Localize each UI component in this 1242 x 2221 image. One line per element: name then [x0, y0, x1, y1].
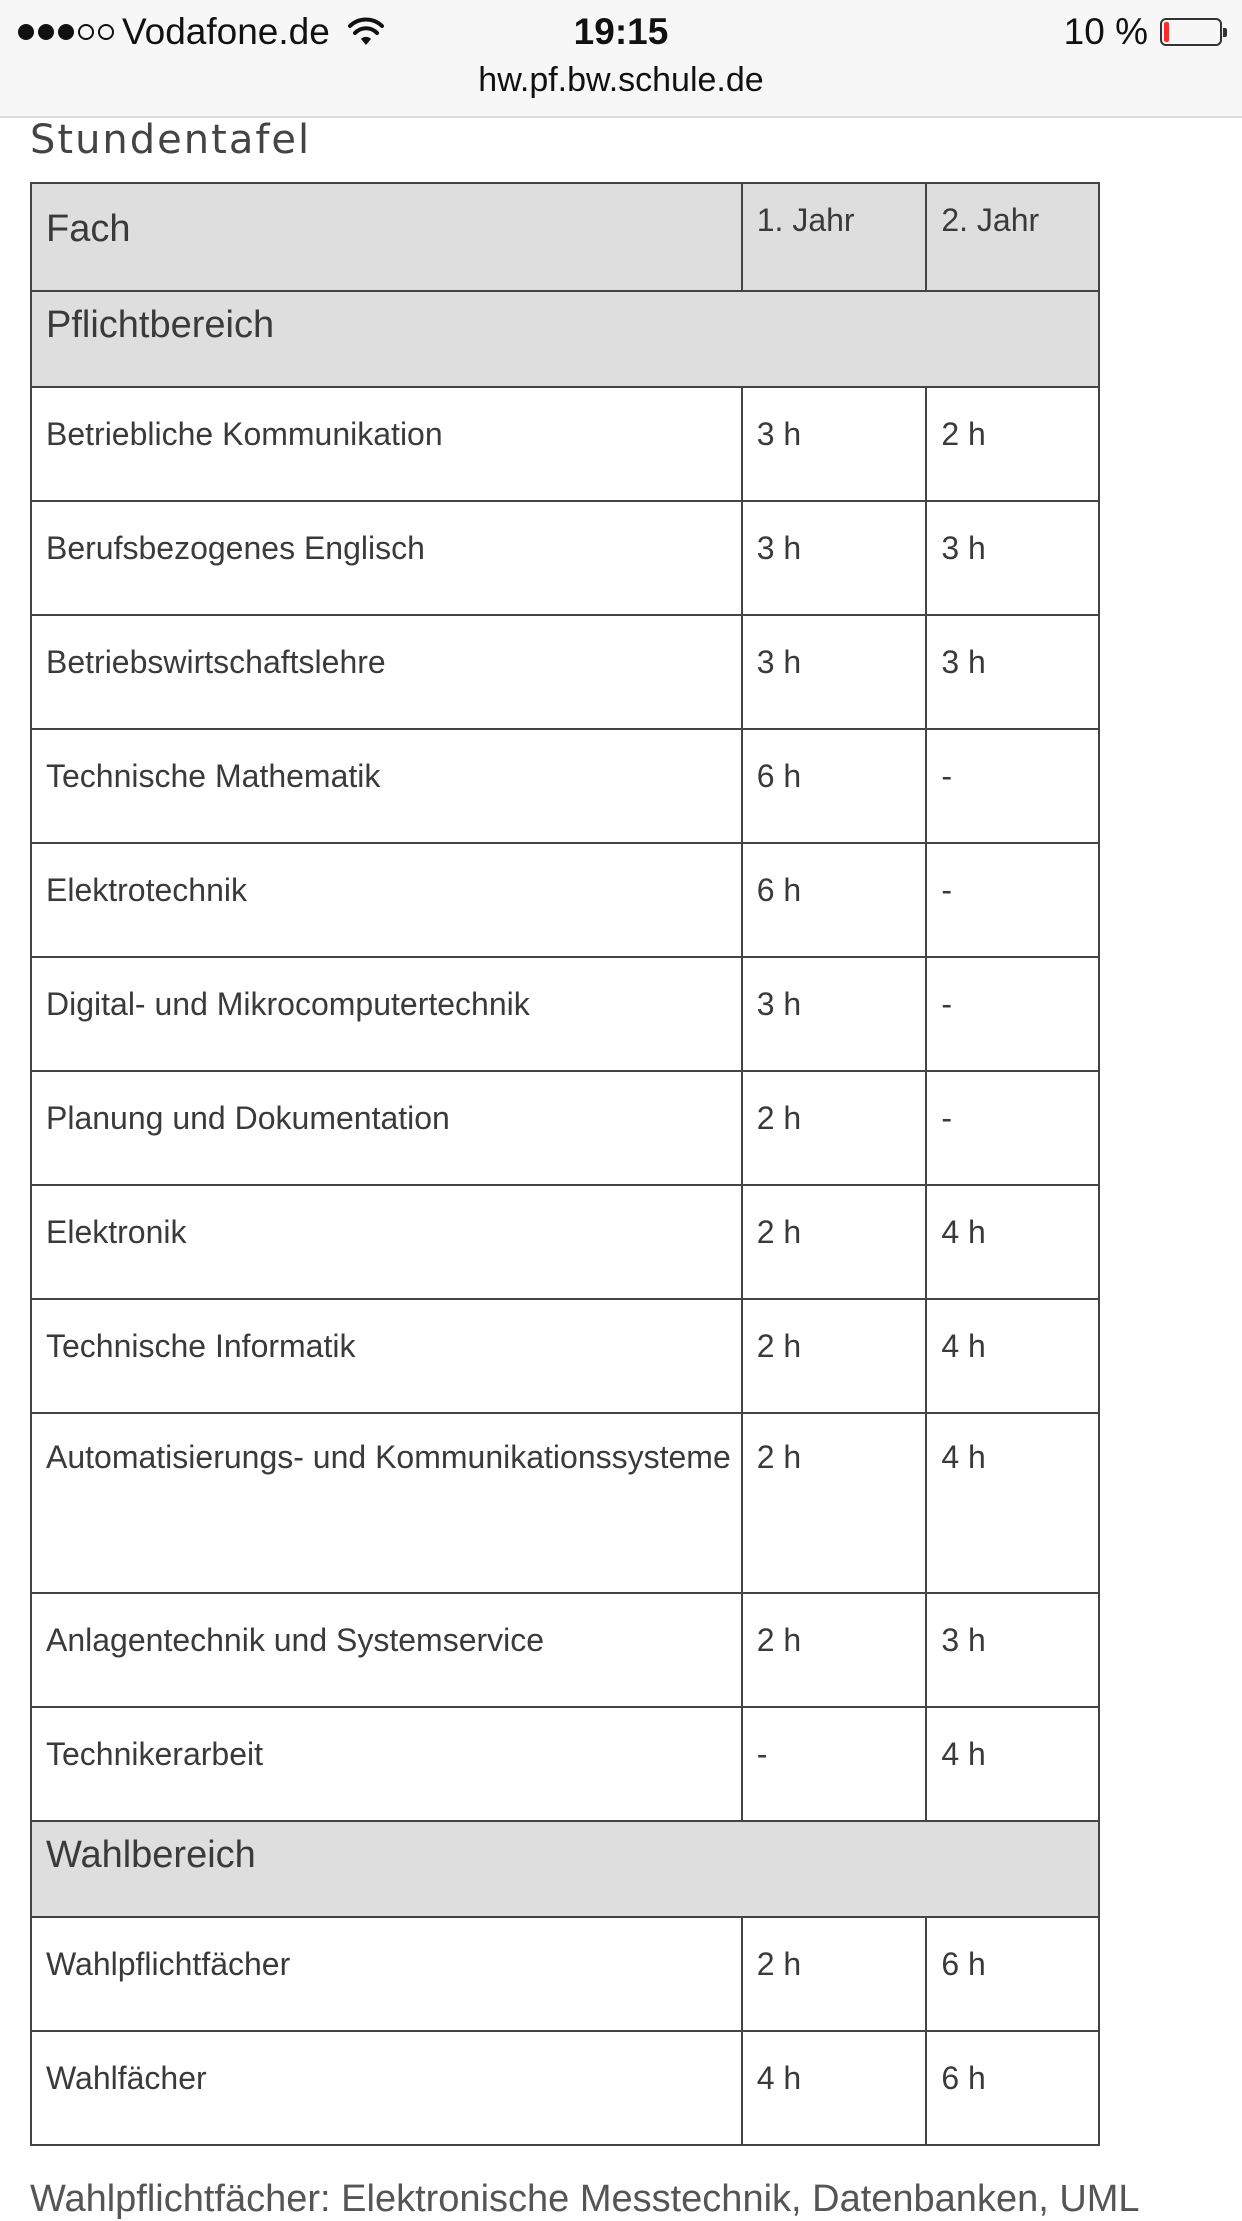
table-group-row	[31, 1821, 1099, 1917]
group-label: Wahlbereich	[31, 1821, 1099, 1917]
cell-fach: Planung und Dokumentation	[31, 1071, 742, 1185]
status-right	[1064, 10, 1222, 54]
status-time: 19:15	[573, 11, 669, 52]
cell-jahr-1: 2 h	[742, 1299, 927, 1413]
status-bar	[0, 0, 1242, 118]
table-row	[31, 501, 1099, 615]
cell-jahr-1: 2 h	[742, 1917, 927, 2031]
cell-jahr-2: 4 h	[926, 1413, 1099, 1593]
battery-icon	[1160, 18, 1222, 46]
cell-jahr-1: 3 h	[742, 957, 927, 1071]
cell-jahr-2: 4 h	[926, 1185, 1099, 1299]
table-row	[31, 1299, 1099, 1413]
carrier-label: Vodafone.de	[122, 11, 330, 52]
header-fach: Fach	[31, 183, 742, 291]
cell-jahr-1: 2 h	[742, 1185, 927, 1299]
cell-fach: Wahlfächer	[31, 2031, 742, 2145]
cell-fach: Berufsbezogenes Englisch	[31, 501, 742, 615]
table-row	[31, 1917, 1099, 2031]
cell-jahr-2: -	[926, 1071, 1099, 1185]
cell-fach: Digital- und Mikrocomputertechnik	[31, 957, 742, 1071]
cell-jahr-2: 6 h	[926, 1917, 1099, 2031]
cell-fach: Betriebliche Kommunikation	[31, 387, 742, 501]
table-row	[31, 1707, 1099, 1821]
cell-jahr-2: 3 h	[926, 501, 1099, 615]
header-jahr-1: 1. Jahr	[742, 183, 927, 291]
cell-fach: Technikerarbeit	[31, 1707, 742, 1821]
cell-jahr-2: 4 h	[926, 1299, 1099, 1413]
table-group-row	[31, 291, 1099, 387]
cell-jahr-1: 3 h	[742, 615, 927, 729]
cell-fach: Betriebswirtschaftslehre	[31, 615, 742, 729]
cell-jahr-1: 2 h	[742, 1071, 927, 1185]
stundentafel-table	[30, 182, 1100, 2146]
cell-jahr-1: 2 h	[742, 1413, 927, 1593]
cell-jahr-2: 3 h	[926, 1593, 1099, 1707]
cell-fach: Automatisierungs- und Kommunikationssysteme	[31, 1413, 742, 1593]
table-row	[31, 843, 1099, 957]
table-row	[31, 729, 1099, 843]
cell-jahr-1: 2 h	[742, 1593, 927, 1707]
table-row	[31, 1185, 1099, 1299]
table-row	[31, 387, 1099, 501]
table-row	[31, 957, 1099, 1071]
cell-jahr-1: 6 h	[742, 729, 927, 843]
cell-jahr-2: -	[926, 729, 1099, 843]
group-label: Pflichtbereich	[31, 291, 1099, 387]
cell-fach: Wahlpflichtfächer	[31, 1917, 742, 2031]
cell-jahr-1: 3 h	[742, 387, 927, 501]
cell-jahr-2: 3 h	[926, 615, 1099, 729]
cell-fach: Technische Informatik	[31, 1299, 742, 1413]
cell-jahr-2: 6 h	[926, 2031, 1099, 2145]
cell-jahr-2: 4 h	[926, 1707, 1099, 1821]
cell-jahr-2: 2 h	[926, 387, 1099, 501]
cell-jahr-1: 3 h	[742, 501, 927, 615]
cell-fach: Elektrotechnik	[31, 843, 742, 957]
table-row	[31, 1593, 1099, 1707]
table-row	[31, 2031, 1099, 2145]
table-row	[31, 1071, 1099, 1185]
cell-jahr-1: -	[742, 1707, 927, 1821]
cell-fach: Technische Mathematik	[31, 729, 742, 843]
table-header-row	[31, 183, 1099, 291]
cell-jahr-2: -	[926, 957, 1099, 1071]
cell-jahr-1: 6 h	[742, 843, 927, 957]
footnote-text: Wahlpflichtfächer: Elektronische Messtechnik, Datenbanken, UML	[30, 2178, 1140, 2220]
table-row	[31, 615, 1099, 729]
cell-jahr-2: -	[926, 843, 1099, 957]
battery-percent: 10 %	[1063, 11, 1148, 52]
section-title: Stundentafel	[30, 117, 312, 163]
address-bar-url[interactable]: hw.pf.bw.schule.de	[478, 61, 764, 99]
cell-fach: Anlagentechnik und Systemservice	[31, 1593, 742, 1707]
cell-fach: Elektronik	[31, 1185, 742, 1299]
table-row	[31, 1413, 1099, 1593]
cell-jahr-1: 4 h	[742, 2031, 927, 2145]
header-jahr-2: 2. Jahr	[926, 183, 1099, 291]
